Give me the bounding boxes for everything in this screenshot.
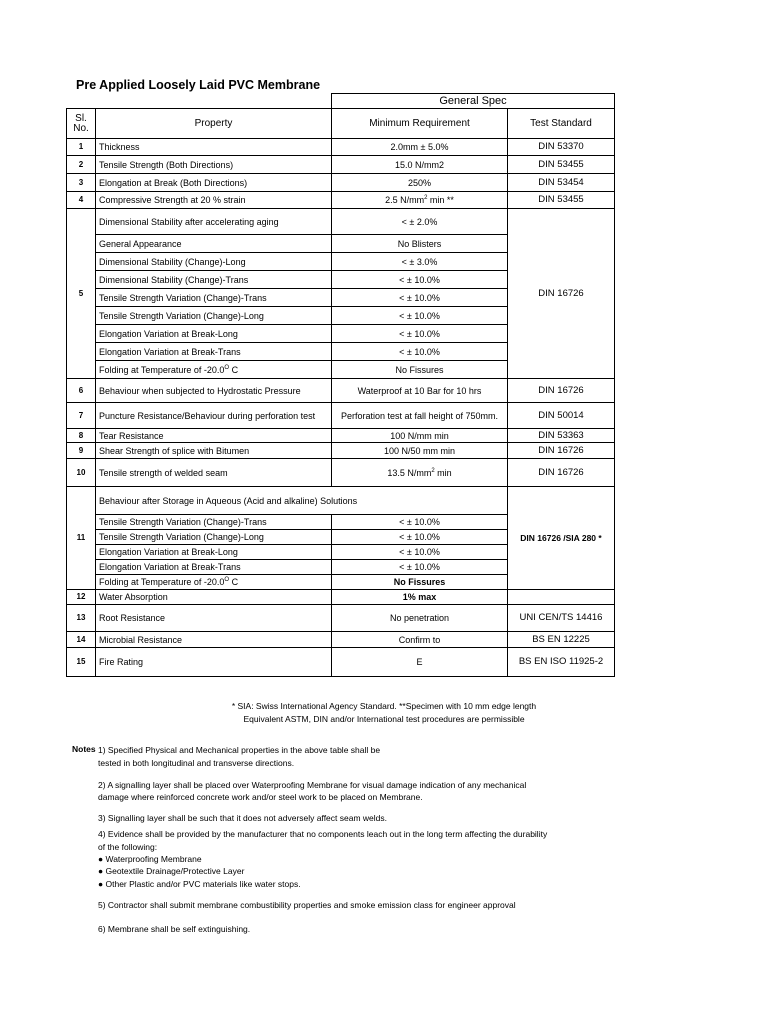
table-row: [67, 403, 615, 429]
sl-no: 8: [67, 429, 96, 443]
requirement: Waterproof at 10 Bar for 10 hrs: [332, 379, 508, 403]
property-text: Folding at Temperature of -20.0: [99, 364, 225, 375]
property-suffix: C: [229, 364, 239, 375]
test-standard: DIN 53455: [508, 192, 615, 209]
table-row: [67, 429, 615, 443]
requirement: < ± 10.0%: [332, 271, 508, 289]
property: Tear Resistance: [96, 429, 332, 443]
general-spec-header: General Spec: [332, 94, 615, 109]
req-value: 2.5 N/mm: [385, 195, 425, 205]
sl-no: 14: [67, 632, 96, 648]
requirement: < ± 10.0%: [332, 515, 508, 530]
requirement: < ± 10.0%: [332, 560, 508, 575]
test-standard: BS EN ISO 11925-2: [508, 648, 615, 677]
property: Root Resistance: [96, 605, 332, 632]
note-4-bullet-1: ● Waterproofing Membrane: [98, 854, 202, 864]
table-row: [67, 487, 615, 515]
table-row: [67, 443, 615, 459]
requirement: < ± 10.0%: [332, 530, 508, 545]
requirement: E: [332, 648, 508, 677]
sl-no: 9: [67, 443, 96, 459]
property: Tensile Strength Variation (Change)-Long: [96, 530, 332, 545]
table-row: [67, 139, 615, 156]
table-row: [67, 590, 615, 605]
property: Shear Strength of splice with Bitumen: [96, 443, 332, 459]
test-standard: UNI CEN/TS 14416: [508, 605, 615, 632]
requirement: < ± 10.0%: [332, 545, 508, 560]
sl-no: 6: [67, 379, 96, 403]
table-row: [67, 209, 615, 235]
table-row: [67, 156, 615, 174]
sl-no: 7: [67, 403, 96, 429]
degree-superscript: O: [224, 364, 230, 371]
table-header-row: [67, 109, 615, 139]
property-suffix: C: [229, 577, 239, 587]
req-superscript: 2: [431, 467, 435, 474]
min-req-header: Minimum Requirement: [332, 109, 508, 139]
property: Fire Rating: [96, 648, 332, 677]
test-standard: BS EN 12225: [508, 632, 615, 648]
req-value: 13.5 N/mm: [387, 467, 432, 478]
table-row: [67, 379, 615, 403]
property: [96, 361, 332, 379]
property: Behaviour when subjected to Hydrostatic Pressure: [96, 379, 332, 403]
requirement: [332, 192, 508, 209]
table-row: [67, 174, 615, 192]
test-standard: DIN 16726: [508, 443, 615, 459]
requirement: 100 N/50 mm min: [332, 443, 508, 459]
requirement: 1% max: [332, 590, 508, 605]
test-standard: DIN 16726 /SIA 280 *: [508, 487, 615, 590]
property-header: Property: [96, 109, 332, 139]
requirement: 100 N/mm min: [332, 429, 508, 443]
note-2-line-1: 2) A signalling layer shall be placed over Waterproofing Membrane for visual damage indication of any mechanical: [98, 780, 527, 790]
sl-no: 13: [67, 605, 96, 632]
table-row: [67, 605, 615, 632]
property: General Appearance: [96, 235, 332, 253]
sl-no: 11: [67, 487, 96, 590]
requirement: Perforation test at fall height of 750mm.: [332, 403, 508, 429]
note-6: 6) Membrane shall be self extinguishing.: [98, 924, 251, 934]
sl-no: 5: [67, 209, 96, 379]
property: Water Absorption: [96, 590, 332, 605]
requirement: 15.0 N/mm2: [332, 156, 508, 174]
property: Tensile Strength Variation (Change)-Trans: [96, 289, 332, 307]
property: Thickness: [96, 139, 332, 156]
spec-table: [66, 93, 615, 677]
property: Elongation Variation at Break-Trans: [96, 560, 332, 575]
note-1-line-1: 1) Specified Physical and Mechanical properties in the above table shall be: [98, 745, 381, 755]
property: Dimensional Stability after accelerating aging: [96, 209, 332, 235]
test-standard: DIN 16726: [508, 209, 615, 379]
footnote-line-2: Equivalent ASTM, DIN and/or International test procedures are permissible: [243, 714, 525, 724]
test-standard: DIN 16726: [508, 459, 615, 487]
req-suffix: min **: [427, 195, 454, 205]
sl-no: 10: [67, 459, 96, 487]
requirement: Confirm to: [332, 632, 508, 648]
sl-no-header: Sl. No.: [67, 109, 96, 139]
footnote-line-1: * SIA: Swiss International Agency Standard. **Specimen with 10 mm edge length: [231, 701, 537, 711]
requirement: No penetration: [332, 605, 508, 632]
property: [96, 192, 332, 209]
property-text: Folding at Temperature of -20.0: [99, 577, 225, 587]
note-4-bullet-2: ● Geotextile Drainage/Protective Layer: [98, 866, 245, 876]
property: Tensile Strength (Both Directions): [96, 156, 332, 174]
note-5: 5) Contractor shall submit membrane combustibility properties and smoke emission class for engineer approval: [98, 900, 516, 910]
table-row: [67, 192, 615, 209]
property: Dimensional Stability (Change)-Trans: [96, 271, 332, 289]
test-standard: [508, 590, 615, 605]
test-standard: DIN 50014: [508, 403, 615, 429]
requirement: No Fissures: [332, 575, 508, 590]
req-superscript: 2: [424, 195, 428, 201]
test-standard: DIN 53363: [508, 429, 615, 443]
note-1-line-2: tested in both longitudinal and transverse directions.: [98, 758, 295, 768]
property: Microbial Resistance: [96, 632, 332, 648]
note-4-line-2: of the following:: [98, 842, 158, 852]
requirement: < ± 10.0%: [332, 343, 508, 361]
requirement: < ± 3.0%: [332, 253, 508, 271]
requirement: < ± 10.0%: [332, 325, 508, 343]
sl-no: 1: [67, 139, 96, 156]
requirement: No Fissures: [332, 361, 508, 379]
table-row: [67, 648, 615, 677]
property: Tensile strength of welded seam: [96, 459, 332, 487]
property: Tensile Strength Variation (Change)-Long: [96, 307, 332, 325]
test-standard: DIN 53454: [508, 174, 615, 192]
sl-no: 4: [67, 192, 96, 209]
property: Elongation at Break (Both Directions): [96, 174, 332, 192]
requirement: 2.0mm ± 5.0%: [332, 139, 508, 156]
requirement: No Blisters: [332, 235, 508, 253]
property: Tensile Strength Variation (Change)-Trans: [96, 515, 332, 530]
document-title: Pre Applied Loosely Laid PVC Membrane: [76, 78, 321, 92]
property: Puncture Resistance/Behaviour during perforation test: [96, 403, 332, 429]
req-suffix: min: [434, 467, 452, 478]
requirement: < ± 10.0%: [332, 289, 508, 307]
property: Dimensional Stability (Change)-Long: [96, 253, 332, 271]
note-3: 3) Signalling layer shall be such that it does not adversely affect seam welds.: [98, 813, 387, 823]
degree-superscript: O: [224, 577, 230, 583]
test-standard: DIN 16726: [508, 379, 615, 403]
property: [96, 575, 332, 590]
property: Elongation Variation at Break-Trans: [96, 343, 332, 361]
table-row: [67, 632, 615, 648]
test-std-header: Test Standard: [508, 109, 615, 139]
note-4-line-1: 4) Evidence shall be provided by the manufacturer that no components leach out in the long term affecting the durability: [98, 829, 548, 839]
notes-label: Notes: [72, 744, 96, 754]
test-standard: DIN 53370: [508, 139, 615, 156]
requirement: 250%: [332, 174, 508, 192]
note-2-line-2: damage where reinforced concrete work and/or steel work to be placed on Membrane.: [98, 792, 423, 802]
property: Elongation Variation at Break-Long: [96, 325, 332, 343]
table-row: [67, 459, 615, 487]
requirement: < ± 10.0%: [332, 307, 508, 325]
sl-no: 12: [67, 590, 96, 605]
test-standard: DIN 53455: [508, 156, 615, 174]
sl-no: 3: [67, 174, 96, 192]
requirement: [332, 459, 508, 487]
note-4-bullet-3: ● Other Plastic and/or PVC materials like water stops.: [98, 879, 301, 889]
group-heading: Behaviour after Storage in Aqueous (Acid and alkaline) Solutions: [96, 487, 508, 515]
requirement: < ± 2.0%: [332, 209, 508, 235]
sl-no: 15: [67, 648, 96, 677]
property: Elongation Variation at Break-Long: [96, 545, 332, 560]
sl-no: 2: [67, 156, 96, 174]
property-text: Compressive Strength at 20 % strain: [99, 195, 246, 205]
